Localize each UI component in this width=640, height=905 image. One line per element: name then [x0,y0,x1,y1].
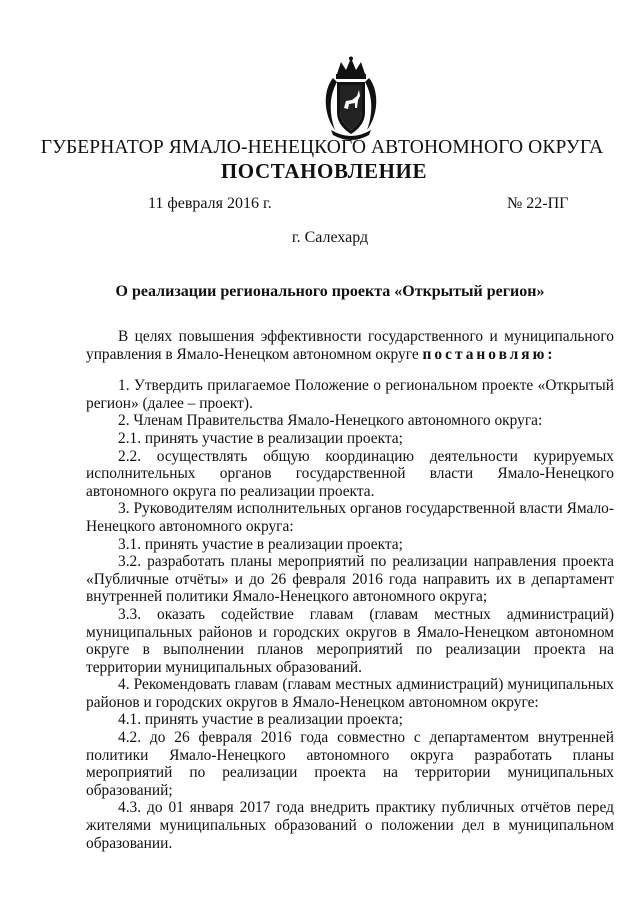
preamble-text: В целях повышения эффективности государственного и муниципального управления в Ямало-Ненецком автономном округе [86,328,614,363]
clause-2: 2. Членам Правительства Ямало-Ненецкого автономного округа: [118,412,543,430]
document-body [86,328,614,852]
government-title: ГУБЕРНАТОР ЯМАЛО-НЕНЕЦКОГО АВТОНОМНОГО ОКРУГА [40,137,604,158]
clause-2-1: 2.1. принять участие в реализации проекта; [118,429,403,447]
coat-of-arms-icon [319,56,383,140]
preamble-paragraph [86,328,614,363]
document-city: г. Салехард [291,229,369,246]
clause-4-1: 4.1. принять участие в реализации проекта; [118,711,403,729]
clause-1: 1. Утвердить прилагаемое Положение о региональном проекте «Открытый регион» (далее – проект). [86,377,614,412]
document-date: 11 февраля 2016 г. [148,195,272,212]
document-number: № 22-ПГ [507,195,569,212]
clause-3-2: 3.2. разработать планы мероприятий по реализации направления проекта «Публичные отчёты» и до 26 февраля 2016 года направить их в департамент внутренней политики Ямало-Ненецкого автономного округа; [86,553,614,606]
clause-3: 3. Руководителям исполнительных органов государственной власти Ямало-Ненецкого автономного округа: [86,500,614,535]
clause-4: 4. Рекомендовать главам (главам местных администраций) муниципальных районов и городских округов в Ямало-Ненецком автономном округе: [86,676,614,711]
document-type-title: ПОСТАНОВЛЕНИЕ [220,159,428,183]
clause-2-2: 2.2. осуществлять общую координацию деятельности курируемых исполнительных органов государственной власти Ямало-Ненецкого автономного округа по реализации проекта. [86,447,614,500]
preamble-emphasis: постановляю: [422,345,556,363]
clause-4-3: 4.3. до 01 января 2017 года внедрить практику публичных отчётов перед жителями муниципальных образований о положении дел в муниципальном образовании. [86,799,614,852]
clause-4-2: 4.2. до 26 февраля 2016 года совместно с департаментом внутренней политики Ямало-Ненецкого автономного округа разработать планы мероприятий по реализации проекта на территории муниципальных образований; [86,729,614,799]
clause-3-1: 3.1. принять участие в реализации проекта; [118,535,403,553]
document-subject: О реализации регионального проекта «Открытый регион» [115,283,545,300]
clause-3-3: 3.3. оказать содействие главам (главам местных администраций) муниципальных районов и городских округов в Ямало-Ненецком автономном округе в выполнении планов мероприятий по реализации проекта на территории муниципальных образований. [86,605,614,676]
